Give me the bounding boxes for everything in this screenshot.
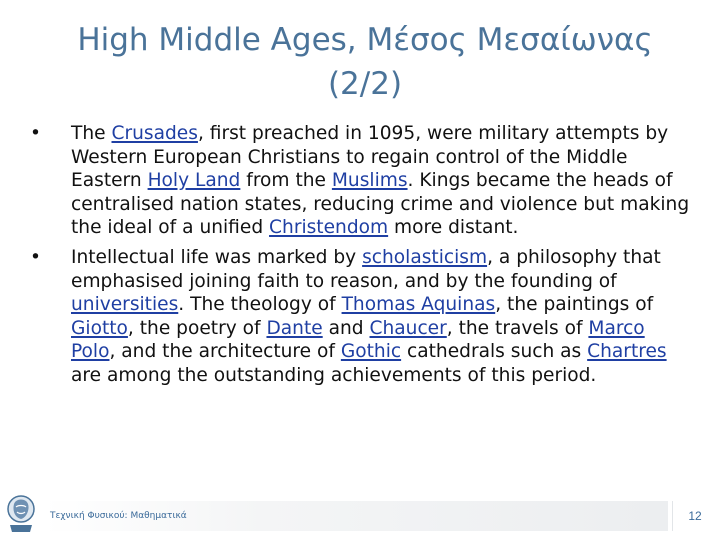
bullet-marker: • xyxy=(30,246,41,268)
bullet-text: , a philosophy that emphasised joining faith to reason, and by the founding of xyxy=(71,246,661,292)
bullet-text: , the paintings of xyxy=(495,294,654,316)
university-logo-icon xyxy=(4,492,38,534)
link-christendom[interactable]: Christendom xyxy=(269,217,389,239)
bullet-text: . The theology of xyxy=(178,294,342,316)
bullet-text: . Kings became the heads of centralised nation states, reducing crime and violence but making the ideal of a unified xyxy=(71,170,690,239)
slide-title-line-1: High Middle Ages, Μέσος Μεσαίωνας xyxy=(77,22,653,58)
link-holy-land[interactable]: Holy Land xyxy=(147,170,241,192)
slide-title xyxy=(40,18,690,106)
bullet-item-intellectual-life xyxy=(30,246,690,388)
bullet-text: , and the architecture of xyxy=(109,341,341,363)
bullet-text: Intellectual life was marked by xyxy=(71,246,363,268)
bullet-text: , the poetry of xyxy=(127,317,267,339)
bullet-text: cathedrals such as xyxy=(401,341,588,363)
bullet-text: The xyxy=(71,123,112,144)
bullet-marker: • xyxy=(30,123,41,144)
link-marco-polo[interactable]: Marco Polo xyxy=(71,317,645,363)
link-chaucer[interactable]: Chaucer xyxy=(369,317,447,339)
link-universities[interactable]: universities xyxy=(71,294,179,316)
link-dante[interactable]: Dante xyxy=(266,317,323,339)
link-chartres[interactable]: Chartres xyxy=(587,341,667,363)
bullet-text: and xyxy=(322,317,370,339)
link-giotto[interactable]: Giotto xyxy=(71,317,128,339)
link-gothic[interactable]: Gothic xyxy=(340,341,402,363)
link-thomas-aquinas[interactable]: Thomas Aquinas xyxy=(341,294,496,316)
bullet-text: , first preached in 1095, were military attempts by Western European Christians to regain control of the Middle Eastern xyxy=(71,123,669,192)
bullet-list xyxy=(30,122,690,394)
link-muslims[interactable]: Muslims xyxy=(331,170,408,192)
footer-course-title: Τεχνική Φυσικού: Μαθηματικά xyxy=(50,511,187,521)
bullet-text: more distant. xyxy=(388,217,519,239)
bullet-text: are among the outstanding achievements of this period. xyxy=(71,364,597,386)
bullet-text: , the travels of xyxy=(446,317,589,339)
slide-title-line-2: (2/2) xyxy=(327,66,403,102)
bullet-item-crusades xyxy=(30,122,690,240)
link-scholasticism[interactable]: scholasticism xyxy=(362,246,488,268)
link-crusades[interactable]: Crusades xyxy=(111,123,198,144)
page-number: 12 xyxy=(672,501,717,531)
bullet-text: from the xyxy=(240,170,332,192)
